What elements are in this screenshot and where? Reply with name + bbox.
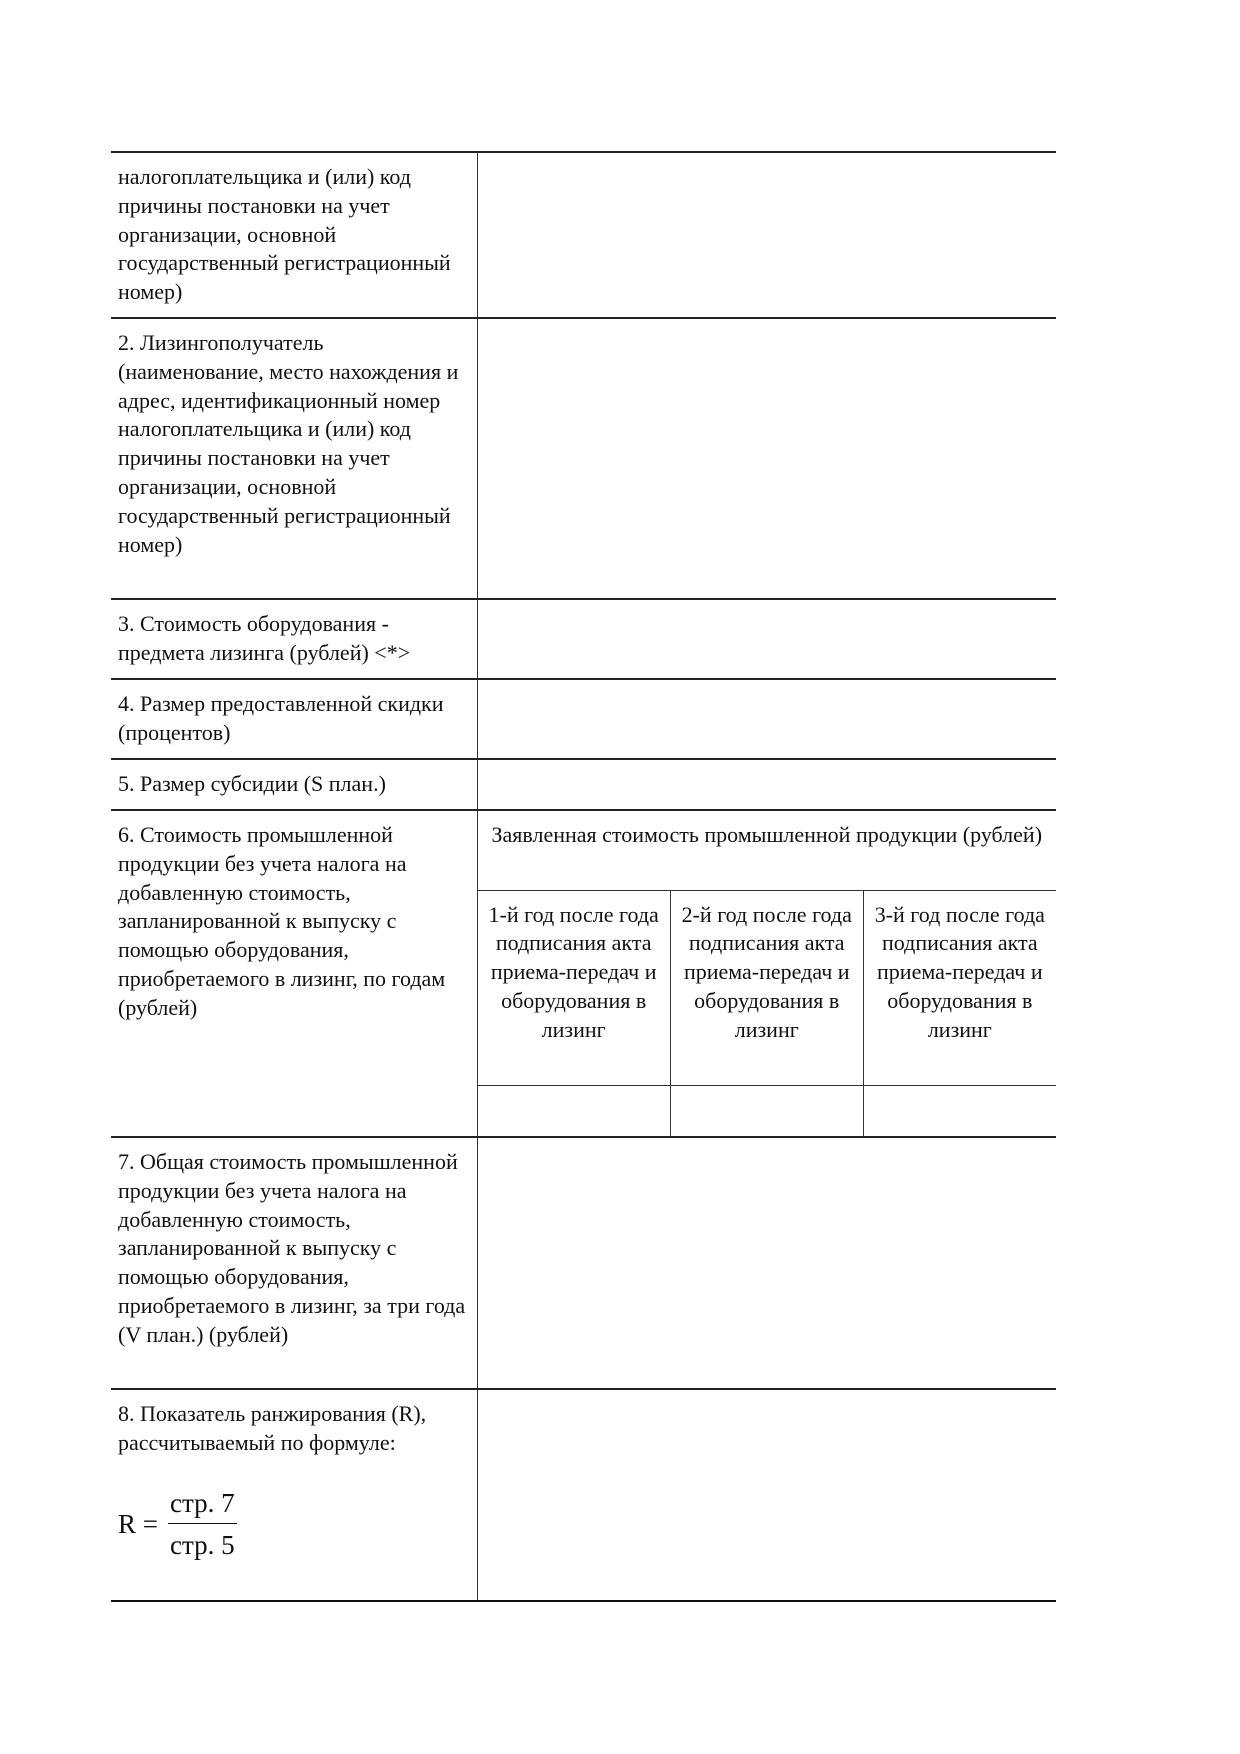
year-2-value[interactable]: [670, 1085, 863, 1136]
ranking-formula: [118, 1486, 469, 1562]
year-2-header: 2-й год после года подписания акта приема-передач и оборудования в лизинг: [670, 890, 863, 1085]
row-value-cell[interactable]: [477, 599, 1056, 679]
form-row-1-continued: [111, 152, 1056, 318]
year-1-header: 1-й год после года подписания акта приема-передач и оборудования в лизинг: [478, 890, 671, 1085]
form-row-8: [111, 1389, 1056, 1601]
form-row-6: [111, 810, 1056, 1137]
formula-fraction: [168, 1486, 237, 1562]
row-label: 4. Размер предоставленной скидки (процентов): [118, 691, 444, 745]
row-value-cell[interactable]: [477, 679, 1056, 759]
row-value-cell[interactable]: [477, 152, 1056, 318]
row-label: 8. Показатель ранжирования (R), рассчитываемый по формуле:: [118, 1401, 427, 1455]
row-value-cell[interactable]: [477, 1389, 1056, 1601]
row-label: 7. Общая стоимость промышленной продукции без учета налога на добавленную стоимость, запланированной к выпуску с помощью оборудования, приобретаемого в лизинг, за три года (V план.) (рублей): [118, 1149, 466, 1347]
formula-denominator: стр. 5: [170, 1529, 235, 1560]
row-value-cell[interactable]: [477, 1137, 1056, 1389]
sub-header: Заявленная стоимость промышленной продукции (рублей): [491, 822, 1043, 847]
row-label-with-formula: [111, 1389, 477, 1601]
form-row-2: [111, 318, 1056, 599]
row-label: 2. Лизингополучатель (наименование, место нахождения и адрес, идентификационный номер налогоплательщика и (или) код причины постановки на учет организации, основной государственный регистрационный номер): [118, 330, 459, 557]
year-3-header: 3-й год после года подписания акта приема-передач и оборудования в лизинг: [863, 890, 1056, 1085]
year-1-value[interactable]: [478, 1085, 671, 1136]
form-row-4: [111, 679, 1056, 759]
formula-numerator: стр. 7: [168, 1486, 237, 1524]
application-form-table: [111, 151, 1056, 1602]
row-value-cell[interactable]: [477, 318, 1056, 599]
row-label: 3. Стоимость оборудования - предмета лизинга (рублей) <*>: [118, 611, 411, 665]
yearly-values-table: [478, 811, 1057, 1136]
row-label: 5. Размер субсидии (S план.): [118, 771, 386, 796]
form-row-7: [111, 1137, 1056, 1389]
form-row-3: [111, 599, 1056, 679]
formula-lhs: R =: [118, 1508, 158, 1539]
row-value-cell[interactable]: [477, 759, 1056, 810]
row-label: налогоплательщика и (или) код причины постановки на учет организации, основной государственный регистрационный номер): [118, 164, 451, 305]
row-label: 6. Стоимость промышленной продукции без учета налога на добавленную стоимость, запланированной к выпуску с помощью оборудования, приобретаемого в лизинг, по годам (рублей): [118, 822, 446, 1020]
form-row-5: [111, 759, 1056, 810]
year-3-value[interactable]: [863, 1085, 1056, 1136]
yearly-values-cell: [477, 810, 1056, 1137]
